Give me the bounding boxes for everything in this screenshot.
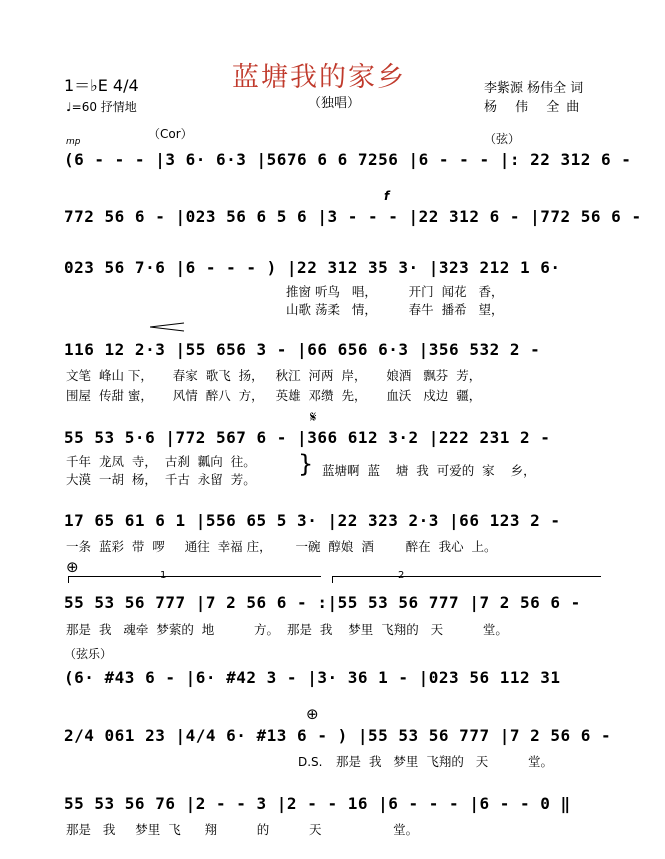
coda-sign-2: ⊕ xyxy=(306,705,319,723)
dynamic-mp: mp xyxy=(66,137,81,147)
notation-system-4: 116 12 2·3 |55 656 3 - |66 656 6·3 |356 532 2 - xyxy=(64,340,541,359)
second-ending-bracket xyxy=(332,576,601,583)
lyric-verse2-system-4: 围屋 传甜 蜜， 风情 醉八 方， 英雄 邓缵 先， 血沃 戍边 疆， xyxy=(66,388,482,403)
verse-brace: } xyxy=(298,450,314,478)
lyric-verse2-system-5: 大漠 一胡 杨， 千古 永留 芳。 xyxy=(66,472,256,487)
instrument-cor: （Cor） xyxy=(148,127,193,141)
notation-system-9: 2/4 061 23 |4/4 6· #13 6 - ) |55 53 56 777 |7 2 56 6 - xyxy=(64,726,612,745)
crescendo-hairpin xyxy=(150,322,186,332)
notation-system-5: 55 53 5·6 |772 567 6 - |366 612 3·2 |222 231 2 - xyxy=(64,428,551,447)
composer-credit: 杨 伟 全曲 xyxy=(484,100,587,115)
notation-system-6: 17 65 61 6 1 |556 65 5 3· |22 323 2·3 |66 123 2 - xyxy=(64,511,561,530)
notation-system-2: 772 56 6 - |023 56 6 5 6 |3 - - - |22 312 6 - |772 56 6 - xyxy=(64,207,642,226)
dynamic-f: f xyxy=(384,189,390,203)
lyric-verse2-system-3: 山歌 荡柔 情， 春牛 播希 望， xyxy=(286,302,504,317)
segno-sign: 𝄋 xyxy=(310,408,317,426)
lyric-system-9: 那是 我 梦里 飞翔的 天 堂。 xyxy=(336,754,553,769)
notation-system-7: 55 53 56 777 |7 2 56 6 - :|55 53 56 777 |7 2 56 6 - xyxy=(64,593,581,612)
ds-marking: D.S. xyxy=(298,755,323,769)
lyric-verse1-system-4: 文笔 峰山 下， 春家 歌飞 扬， 秋江 河两 岸， 娘酒 飘芬 芳， xyxy=(66,368,482,383)
second-ending-number: 2 xyxy=(398,570,405,581)
lyric-verse1-system-5: 千年 龙凤 寺， 古刹 瓤向 往。 xyxy=(66,454,256,469)
first-ending-number: 1 xyxy=(160,570,167,581)
notation-system-10: 55 53 56 76 |2 - - 3 |2 - - 16 |6 - - - |6 - - 0 ‖ xyxy=(64,794,571,813)
lyric-verse1-system-3: 推窗 听鸟 唱， 开门 闻花 香， xyxy=(286,284,504,299)
instrument-strings: （弦） xyxy=(484,132,521,146)
coda-sign: ⊕ xyxy=(66,558,79,576)
notation-system-3: 023 56 7·6 |6 - - - ) |22 312 35 3· |323 212 1 6· xyxy=(64,258,561,277)
tempo-marking: ♩=60 抒情地 xyxy=(66,100,137,114)
first-ending-bracket xyxy=(68,576,321,583)
lyric-chorus-system-5: 蓝塘啊 蓝 塘 我 可爱的 家 乡， xyxy=(322,463,536,478)
lyric-system-6: 一条 蓝彩 带 啰 通往 幸福 庄， 一碗 醇娘 酒 醉在 我心 上。 xyxy=(66,539,497,554)
lyric-system-10: 那是 我 梦里 飞 翔 的 天 堂。 xyxy=(66,822,419,837)
lyricist-credit: 李紫源 杨伟全 词 xyxy=(484,81,584,96)
notation-system-1: (6 - - - |3 6· 6·3 |5676 6 6 7256 |6 - - - |: 22 312 6 - xyxy=(64,150,632,169)
key-signature: 1＝♭E 4/4 xyxy=(64,76,139,95)
notation-system-8: (6· #43 6 - |6· #42 3 - |3· 36 1 - |023 56 112 31 xyxy=(64,668,561,687)
lyric-system-7: 那是 我 魂牵 梦萦的 地 方。 那是 我 梦里 飞翔的 天 堂。 xyxy=(66,622,508,637)
instrument-strings-music: （弦乐） xyxy=(64,647,113,661)
performance-type: （独唱） xyxy=(308,96,361,111)
song-title: 蓝塘我的家乡 xyxy=(232,62,406,93)
